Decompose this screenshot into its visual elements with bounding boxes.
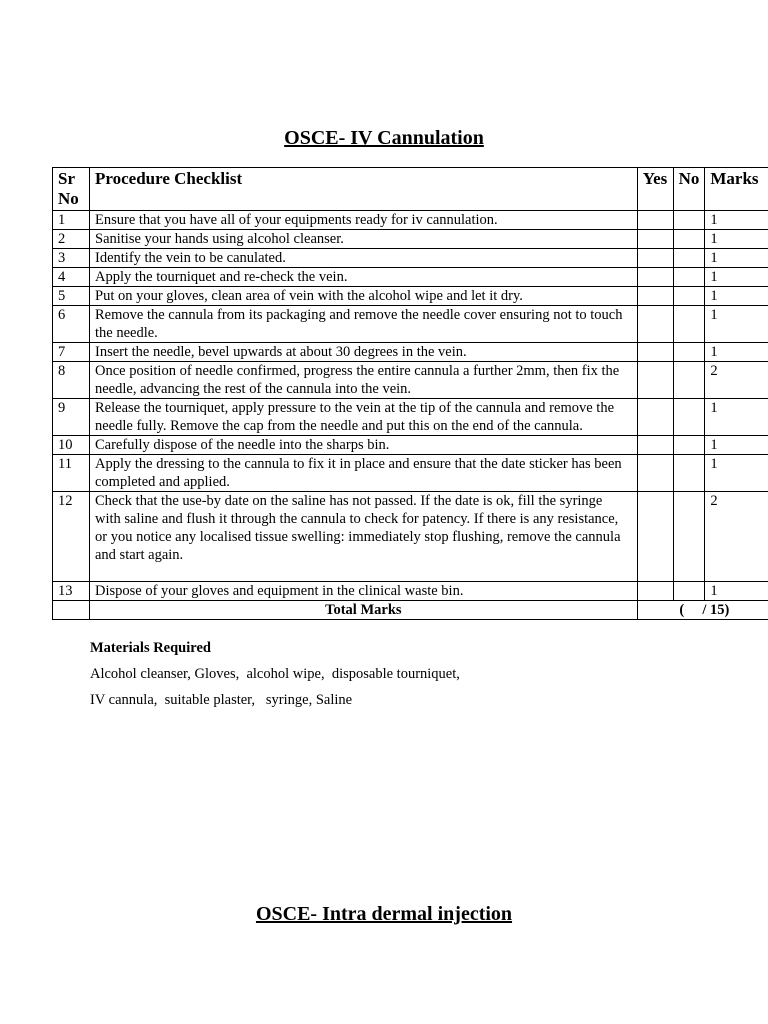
row-sr: 5	[53, 287, 90, 306]
row-procedure: Remove the cannula from its packaging and remove the needle cover ensuring not to touch the needle.	[90, 306, 638, 343]
row-sr: 8	[53, 362, 90, 399]
materials-line: IV cannula, suitable plaster, syringe, Saline	[90, 692, 353, 708]
yes-checkbox-cell[interactable]	[637, 492, 673, 582]
table-row	[53, 492, 768, 582]
yes-checkbox-cell[interactable]	[637, 230, 673, 249]
no-checkbox-cell[interactable]	[673, 436, 705, 455]
row-sr: 12	[53, 492, 90, 582]
row-marks: 1	[705, 268, 768, 287]
no-checkbox-cell[interactable]	[673, 306, 705, 343]
row-marks: 2	[705, 362, 768, 399]
no-checkbox-cell[interactable]	[673, 211, 705, 230]
table-row	[53, 249, 768, 268]
row-sr: 1	[53, 211, 90, 230]
row-procedure: Apply the tourniquet and re-check the vein.	[90, 268, 638, 287]
row-procedure: Sanitise your hands using alcohol cleanser.	[90, 230, 638, 249]
row-marks: 1	[705, 306, 768, 343]
row-procedure: Check that the use-by date on the saline has not passed. If the date is ok, fill the syringe with saline and flush it through the cannula to check for patency. If there is any resistance, or you notice any localised tissue swelling: immediately stop flushing, remove the cannula and start again.	[90, 492, 638, 582]
materials-section	[90, 640, 460, 718]
section-title: OSCE- Intra dermal injection	[255, 903, 513, 925]
row-procedure: Once position of needle confirmed, progress the entire cannula a further 2mm, then fix the needle, advancing the rest of the cannula into the vein.	[90, 362, 638, 399]
row-procedure: Ensure that you have all of your equipments ready for iv cannulation.	[90, 211, 638, 230]
no-checkbox-cell[interactable]	[673, 268, 705, 287]
row-sr: 2	[53, 230, 90, 249]
materials-line: Alcohol cleanser, Gloves, alcohol wipe, disposable tourniquet,	[90, 666, 460, 682]
row-marks: 1	[705, 343, 768, 362]
table-row	[53, 399, 768, 436]
no-checkbox-cell[interactable]	[673, 287, 705, 306]
table-row	[53, 582, 768, 601]
yes-checkbox-cell[interactable]	[637, 249, 673, 268]
row-procedure: Identify the vein to be canulated.	[90, 249, 638, 268]
no-checkbox-cell[interactable]	[673, 455, 705, 492]
row-marks: 1	[705, 455, 768, 492]
row-sr: 7	[53, 343, 90, 362]
row-marks: 1	[705, 249, 768, 268]
no-checkbox-cell[interactable]	[673, 343, 705, 362]
table-row	[53, 211, 768, 230]
no-checkbox-cell[interactable]	[673, 230, 705, 249]
table-row	[53, 362, 768, 399]
row-marks: 1	[705, 230, 768, 249]
header-yes: Yes	[637, 168, 673, 211]
total-blank-cell	[53, 601, 90, 620]
procedure-checklist-table	[52, 167, 768, 620]
table-header-row	[53, 168, 768, 211]
total-marks-row	[53, 601, 768, 620]
header-marks: Marks	[705, 168, 768, 211]
yes-checkbox-cell[interactable]	[637, 362, 673, 399]
materials-heading: Materials Required	[90, 640, 211, 656]
table-row	[53, 436, 768, 455]
row-procedure: Carefully dispose of the needle into the sharps bin.	[90, 436, 638, 455]
no-checkbox-cell[interactable]	[673, 362, 705, 399]
row-sr: 11	[53, 455, 90, 492]
row-procedure: Dispose of your gloves and equipment in the clinical waste bin.	[90, 582, 638, 601]
row-marks: 1	[705, 287, 768, 306]
yes-checkbox-cell[interactable]	[637, 268, 673, 287]
row-sr: 10	[53, 436, 90, 455]
total-marks-value[interactable]: ( / 15)	[637, 601, 768, 620]
row-sr: 9	[53, 399, 90, 436]
header-sr-no: Sr No	[53, 168, 90, 211]
header-no: No	[673, 168, 705, 211]
yes-checkbox-cell[interactable]	[637, 287, 673, 306]
row-sr: 13	[53, 582, 90, 601]
table-row	[53, 455, 768, 492]
no-checkbox-cell[interactable]	[673, 492, 705, 582]
row-sr: 4	[53, 268, 90, 287]
yes-checkbox-cell[interactable]	[637, 582, 673, 601]
row-marks: 2	[705, 492, 768, 582]
table-row	[53, 306, 768, 343]
table-row	[53, 268, 768, 287]
yes-checkbox-cell[interactable]	[637, 455, 673, 492]
row-procedure: Insert the needle, bevel upwards at about 30 degrees in the vein.	[90, 343, 638, 362]
table-row	[53, 287, 768, 306]
yes-checkbox-cell[interactable]	[637, 211, 673, 230]
table-row	[53, 230, 768, 249]
row-marks: 1	[705, 211, 768, 230]
yes-checkbox-cell[interactable]	[637, 343, 673, 362]
no-checkbox-cell[interactable]	[673, 249, 705, 268]
total-marks-label: Total Marks	[90, 601, 638, 620]
row-marks: 1	[705, 582, 768, 601]
page-title: OSCE- IV Cannulation	[284, 127, 484, 149]
row-marks: 1	[705, 399, 768, 436]
row-procedure: Release the tourniquet, apply pressure to the vein at the tip of the cannula and remove the needle fully. Remove the cap from the needle and put this on the end of the cannula.	[90, 399, 638, 436]
row-sr: 6	[53, 306, 90, 343]
row-marks: 1	[705, 436, 768, 455]
yes-checkbox-cell[interactable]	[637, 436, 673, 455]
no-checkbox-cell[interactable]	[673, 399, 705, 436]
row-sr: 3	[53, 249, 90, 268]
yes-checkbox-cell[interactable]	[637, 399, 673, 436]
yes-checkbox-cell[interactable]	[637, 306, 673, 343]
no-checkbox-cell[interactable]	[673, 582, 705, 601]
row-procedure: Put on your gloves, clean area of vein with the alcohol wipe and let it dry.	[90, 287, 638, 306]
row-procedure: Apply the dressing to the cannula to fix it in place and ensure that the date sticker has been completed and applied.	[90, 455, 638, 492]
table-row	[53, 343, 768, 362]
header-procedure: Procedure Checklist	[90, 168, 638, 211]
